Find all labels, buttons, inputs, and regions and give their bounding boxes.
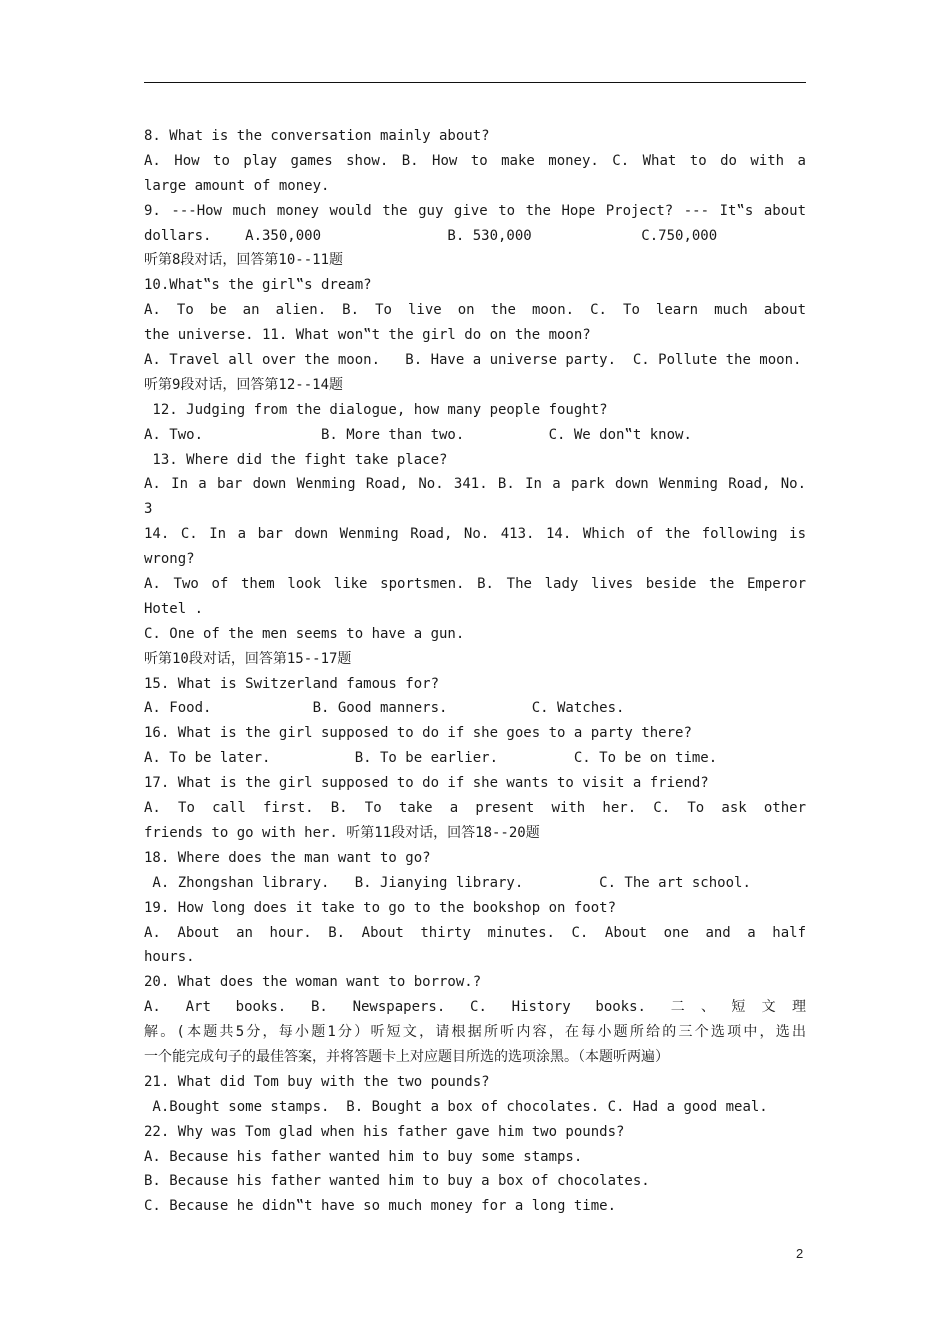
text-line: friends to go with her. 听第11段对话，回答18--20题 bbox=[144, 824, 540, 841]
text-line: A.Bought some stamps. B. Bought a box of chocolates. C. Had a good meal. bbox=[144, 1098, 768, 1115]
text-line: 10.What‟s the girl‟s dream? bbox=[144, 277, 372, 294]
text-line: Hotel . bbox=[144, 600, 204, 617]
text-line: 9. ---How much money would the guy give to the Hope Project? --- It‟s about bbox=[144, 202, 806, 219]
text-line: wrong? bbox=[144, 551, 195, 568]
text-line: A. In a bar down Wenming Road, No. 341. B. In a park down Wenming Road, No. bbox=[144, 476, 806, 493]
text-line: 21. What did Tom buy with the two pounds? bbox=[144, 1073, 490, 1090]
text-line: 15. What is Switzerland famous for? bbox=[144, 675, 440, 692]
text-line: A. To be later. B. To be earlier. C. To be on time. bbox=[144, 750, 718, 767]
page-number: 2 bbox=[796, 1246, 804, 1261]
text-line: 一个能完成句子的最佳答案，并将答题卡上对应题目所选的选项涂黑。（本题听两遍） bbox=[144, 1048, 669, 1065]
text-line: 14. C. In a bar down Wenming Road, No. 413. 14. Which of the following is bbox=[144, 526, 806, 543]
text-line: A. Travel all over the moon. B. Have a universe party. C. Pollute the moon. bbox=[144, 352, 802, 369]
text-line: C. Because he didn‟t have so much money for a long time. bbox=[144, 1198, 617, 1215]
text-line: A. Art books. B. Newspapers. C. History books. 二、短文理 bbox=[144, 999, 806, 1016]
text-line: A. Food. B. Good manners. C. Watches. bbox=[144, 700, 625, 717]
text-line: 17. What is the girl supposed to do if she wants to visit a friend? bbox=[144, 775, 709, 792]
text-line: 22. Why was Tom glad when his father gave him two pounds? bbox=[144, 1123, 625, 1140]
text-line: the universe. 11. What won‟t the girl do on the moon? bbox=[144, 327, 591, 344]
text-line: 解。(本题共5分，每小题1分）听短文，请根据所听内容，在每小题所给的三个选项中，选出 bbox=[144, 1024, 806, 1041]
text-line: 12. Judging from the dialogue, how many people fought? bbox=[144, 401, 608, 418]
text-line: A. Two of them look like sportsmen. B. The lady lives beside the Emperor bbox=[144, 576, 806, 593]
text-line: large amount of money. bbox=[144, 177, 330, 194]
text-line: 18. Where does the man want to go? bbox=[144, 849, 431, 866]
text-line: hours. bbox=[144, 949, 195, 966]
text-line: 19. How long does it take to go to the bookshop on foot? bbox=[144, 899, 617, 916]
section-heading: 听第8段对话，回答第10--11题 bbox=[144, 252, 344, 269]
text-line: 20. What does the woman want to borrow.? bbox=[144, 974, 482, 991]
text-line: dollars. A.350,000 B. 530,000 C.750,000 bbox=[144, 227, 718, 244]
text-line: A. Two. B. More than two. C. We don‟t know. bbox=[144, 426, 692, 443]
section-heading: 听第9段对话，回答第12--14题 bbox=[144, 376, 344, 393]
section-heading: 听第10段对话，回答第15--17题 bbox=[144, 650, 352, 667]
header-rule bbox=[144, 82, 806, 83]
text-line: A. To call first. B. To take a present with her. C. To ask other bbox=[144, 800, 806, 817]
text-line: C. One of the men seems to have a gun. bbox=[144, 625, 465, 642]
text-line: 13. Where did the fight take place? bbox=[144, 451, 448, 468]
text-line: 16. What is the girl supposed to do if she goes to a party there? bbox=[144, 725, 692, 742]
text-line: A. About an hour. B. About thirty minutes. C. About one and a half bbox=[144, 924, 806, 941]
text-line: A. Zhongshan library. B. Jianying library. C. The art school. bbox=[144, 874, 751, 891]
text-line: A. How to play games show. B. How to make money. C. What to do with a bbox=[144, 152, 806, 169]
text-line: B. Because his father wanted him to buy a box of chocolates. bbox=[144, 1173, 650, 1190]
text-line: A. Because his father wanted him to buy some stamps. bbox=[144, 1148, 583, 1165]
exam-body bbox=[144, 124, 806, 1219]
text-line: 3 bbox=[144, 501, 153, 518]
text-line: 8. What is the conversation mainly about? bbox=[144, 128, 490, 144]
text-line: A. To be an alien. B. To live on the moon. C. To learn much about bbox=[144, 302, 806, 319]
